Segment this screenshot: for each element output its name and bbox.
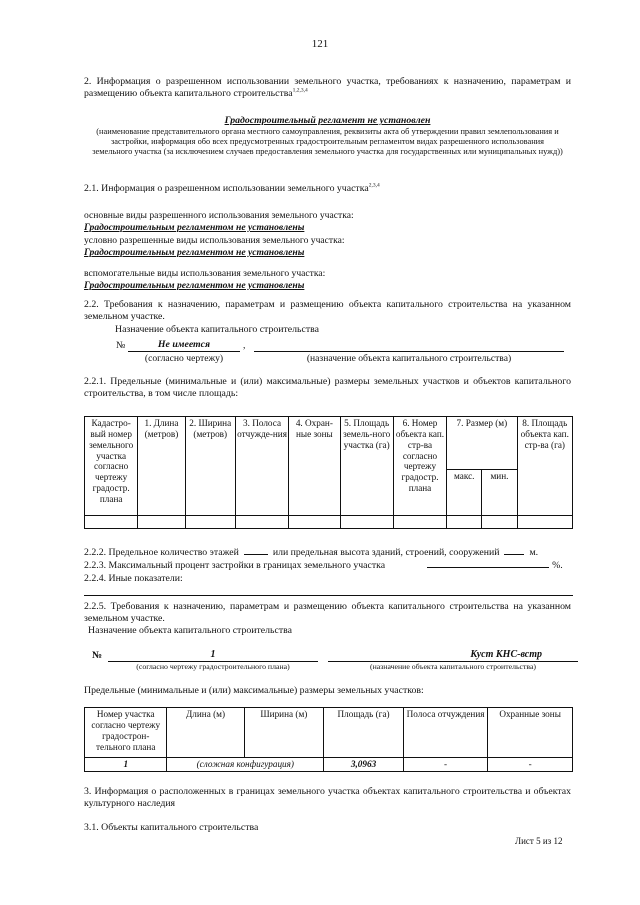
col-size: 7. Размер (м) [447,417,517,470]
section-2-2-5-heading: 2.2.5. Требования к назначению, параметрам и размещению объекта капитального строительства на указанном земельном участке. [84,601,571,624]
col-length: 1. Длина (метров) [138,417,185,516]
col-cadastral-number: Кадастро-вый номер земельного участка согласно чертежу градостр. плана [85,417,138,516]
main-uses-label: основные виды разрешенного использования земельного участка: [84,210,354,221]
land-plot-table [84,707,573,772]
reglament-note: (наименование представительного органа местного самоуправления, реквизиты акта об утверждении правил землепользования и застройки, информация обо всех предусмотренных градостроительным регламентом видах разрешенного использования земельного участка (за исключением случаев предоставления земельного участка для государственных или муниципальных нужд)) [92,127,563,157]
col-plot-width: Ширина (м) [244,708,324,758]
auxiliary-uses-label: вспомогательные виды использования земельного участка: [84,268,326,279]
object-number-value-2: 1 [108,649,318,662]
object-name-caption: (назначение объекта капитального строительства) [369,662,537,671]
section-2-2-3: 2.2.3. Максимальный процент застройки в границах земельного участка %. [84,560,563,571]
col-plot-length: Длина (м) [167,708,244,758]
section-3-1-heading: 3.1. Объекты капитального строительства [84,822,259,833]
table-cell [289,516,340,529]
object-number-value: Не имеется [128,339,240,352]
percent-blank [427,567,549,568]
parameters-table [84,416,573,529]
col-size-max: макс. [447,470,482,516]
auxiliary-uses-value: Градостроительным регламентом не установлены [84,280,305,291]
section-2-heading: 2. Информация о разрешенном использовании земельного участка, требованиях к назначению, параметрам и размещению объекта капитального строительства$^{1,2,3,4}$ [84,76,571,99]
col-size-min: мин. [482,470,517,516]
sheet-footer: Лист 5 из 12 [515,836,563,846]
conditional-uses-label: условно разрешенные виды использования земельного участка: [84,235,345,246]
col-object-area: 8. Площадь объекта кап. стр-ва (га) [517,417,572,516]
plot-exclusion-cell: - [403,758,487,772]
object-name-value: Куст КНС-встр [328,649,578,662]
col-width: 2. Ширина (метров) [185,417,235,516]
floors-blank [244,554,268,555]
main-uses-value: Градостроительным регламентом не установлены [84,222,305,233]
col-plot-number: Номер участка согласно чертежу градострон-тельного плана [85,708,167,758]
object-purpose-label-2: Назначение объекта капитального строительства [88,625,292,636]
height-blank [504,554,524,555]
page-number: 121 [311,38,329,50]
table-cell [340,516,393,529]
table-cell [517,516,572,529]
plot-number-cell: 1 [85,758,167,772]
table-cell [85,516,138,529]
object-purpose-line [254,351,564,352]
table-cell [185,516,235,529]
object-number-caption-2: (согласно чертежу градостроительного плана) [136,662,290,671]
col-exclusion-zone: 3. Полоса отчужде-ния [235,417,288,516]
col-plot-protected: Охранные зоны [488,708,573,758]
object-number-sign-2: № [92,650,103,661]
table-cell [235,516,288,529]
object-number-sign: № [116,340,126,351]
col-land-area: 5. Площадь земель-ного участка (га) [340,417,393,516]
section-2-2-2: 2.2.2. Предельное количество этажей или предельная высота зданий, строений, сооружений м. [84,547,539,558]
object-purpose-caption: (назначение объекта капитального строительства) [306,353,512,364]
table-cell [393,516,446,529]
table-cell [482,516,517,529]
section-2-2-4: 2.2.4. Иные показатели: [84,573,183,584]
col-plot-area: Площадь (га) [324,708,404,758]
plot-protected-cell: - [488,758,573,772]
table-row [85,758,573,772]
other-indicators-line [84,595,573,596]
conditional-uses-value: Градостроительным регламентом не установлены [84,247,305,258]
land-limits-label: Предельные (минимальные и (или) максимальные) размеры земельных участков: [84,685,424,696]
object-purpose-label: Назначение объекта капитального строительства [115,324,319,335]
table-row [85,516,573,529]
col-object-number: 6. Номер объекта кап. стр-ва согласно чертежу градостр. плана [393,417,446,516]
object-number-comma: , [243,340,246,351]
section-2-2-1-heading: 2.2.1. Предельные (минимальные и (или) максимальные) размеры земельных участков и объектов капитального строительства, в том числе площадь: [84,376,571,399]
reglament-title: Градостроительный регламент не установлен [224,115,431,126]
table-cell [447,516,482,529]
col-protected-zones: 4. Охран-ные зоны [289,417,340,516]
plot-configuration-cell: (сложная конфигурация) [167,758,324,772]
table-cell [138,516,185,529]
col-plot-exclusion: Полоса отчуждения [403,708,487,758]
plot-area-cell: 3,0963 [324,758,404,772]
section-2-1-heading: 2.1. Информация о разрешенном использовании земельного участка$^{2,3,4}$ [84,182,380,194]
object-number-caption: (согласно чертежу) [144,353,224,364]
section-2-2-heading: 2.2. Требования к назначению, параметрам и размещению объекта капитального строительства на указанном земельном участке. [84,299,571,322]
section-3-heading: 3. Информация о расположенных в границах земельного участка объектах капитального строительства и объектах культурного наследия [84,786,571,809]
